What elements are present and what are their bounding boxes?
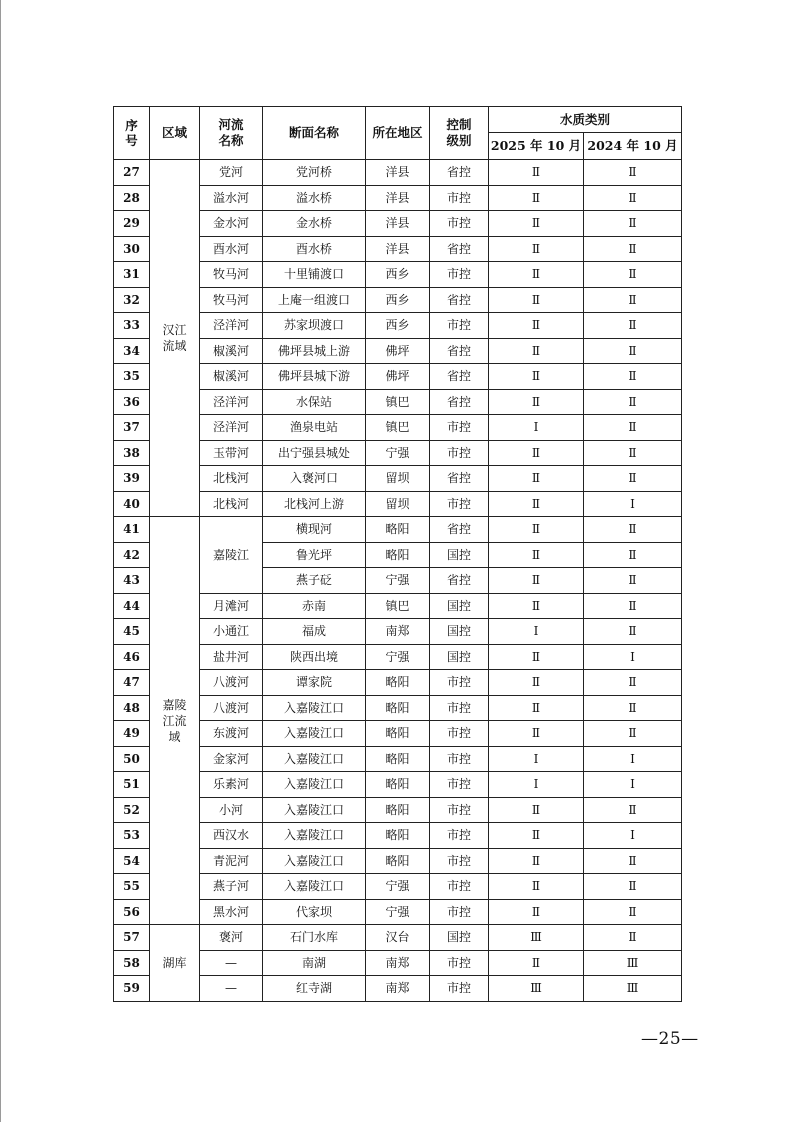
cell-section: 苏家坝渡口 xyxy=(263,313,366,339)
cell-seq: 34 xyxy=(114,338,150,364)
cell-location: 留坝 xyxy=(366,466,430,492)
table-row xyxy=(114,695,682,721)
cell-river: 玉带河 xyxy=(200,440,263,466)
cell-river: 月滩河 xyxy=(200,593,263,619)
cell-seq: 49 xyxy=(114,721,150,747)
cell-control: 国控 xyxy=(430,619,489,645)
table-row xyxy=(114,593,682,619)
cell-river: 北栈河 xyxy=(200,491,263,517)
cell-location: 留坝 xyxy=(366,491,430,517)
cell-control: 市控 xyxy=(430,797,489,823)
cell-quality-2024: Ⅱ xyxy=(584,415,682,441)
header-quality: 水质类别 xyxy=(489,107,682,133)
cell-river: 溢水河 xyxy=(200,185,263,211)
cell-section: 代家坝 xyxy=(263,899,366,925)
cell-river: 嘉陵江 xyxy=(200,517,263,594)
cell-section: 上庵一组渡口 xyxy=(263,287,366,313)
region-label: 湖库 xyxy=(162,955,187,970)
cell-control: 省控 xyxy=(430,568,489,594)
cell-seq: 29 xyxy=(114,211,150,237)
cell-quality-2024: Ⅱ xyxy=(584,899,682,925)
cell-quality-2024: Ⅰ xyxy=(584,491,682,517)
cell-river: 椒溪河 xyxy=(200,364,263,390)
cell-seq: 41 xyxy=(114,517,150,543)
cell-quality-2024: Ⅱ xyxy=(584,185,682,211)
cell-location: 西乡 xyxy=(366,262,430,288)
cell-location: 镇巴 xyxy=(366,593,430,619)
cell-section: 出宁强县城处 xyxy=(263,440,366,466)
cell-river: 青泥河 xyxy=(200,848,263,874)
cell-seq: 45 xyxy=(114,619,150,645)
cell-seq: 47 xyxy=(114,670,150,696)
cell-river: 小河 xyxy=(200,797,263,823)
cell-location: 略阳 xyxy=(366,517,430,543)
cell-quality-2025: Ⅲ xyxy=(489,925,584,951)
cell-control: 市控 xyxy=(430,670,489,696)
cell-location: 略阳 xyxy=(366,695,430,721)
cell-control: 省控 xyxy=(430,287,489,313)
cell-seq: 33 xyxy=(114,313,150,339)
cell-location: 略阳 xyxy=(366,797,430,823)
cell-quality-2025: Ⅱ xyxy=(489,440,584,466)
cell-section: 红寺湖 xyxy=(263,976,366,1002)
cell-quality-2025: Ⅱ xyxy=(489,670,584,696)
cell-quality-2025: Ⅱ xyxy=(489,389,584,415)
cell-river: 褒河 xyxy=(200,925,263,951)
cell-section: 石门水库 xyxy=(263,925,366,951)
cell-river: — xyxy=(200,976,263,1002)
table-row xyxy=(114,746,682,772)
cell-section: 入嘉陵江口 xyxy=(263,721,366,747)
table-row xyxy=(114,313,682,339)
cell-section: 入嘉陵江口 xyxy=(263,695,366,721)
cell-quality-2024: Ⅲ xyxy=(584,950,682,976)
cell-control: 市控 xyxy=(430,262,489,288)
cell-quality-2025: Ⅱ xyxy=(489,695,584,721)
cell-quality-2025: Ⅱ xyxy=(489,364,584,390)
cell-location: 佛坪 xyxy=(366,364,430,390)
cell-location: 宁强 xyxy=(366,440,430,466)
cell-location: 略阳 xyxy=(366,542,430,568)
table-row xyxy=(114,338,682,364)
cell-river: 八渡河 xyxy=(200,670,263,696)
cell-section: 赤南 xyxy=(263,593,366,619)
cell-seq: 36 xyxy=(114,389,150,415)
cell-quality-2025: Ⅰ xyxy=(489,619,584,645)
cell-quality-2024: Ⅱ xyxy=(584,262,682,288)
cell-seq: 56 xyxy=(114,899,150,925)
cell-location: 洋县 xyxy=(366,185,430,211)
cell-quality-2025: Ⅱ xyxy=(489,236,584,262)
table-row xyxy=(114,415,682,441)
cell-quality-2024: Ⅲ xyxy=(584,976,682,1002)
header-section: 断面名称 xyxy=(263,107,366,160)
cell-quality-2024: Ⅱ xyxy=(584,874,682,900)
cell-location: 略阳 xyxy=(366,721,430,747)
cell-region xyxy=(150,517,200,925)
cell-seq: 50 xyxy=(114,746,150,772)
cell-control: 市控 xyxy=(430,211,489,237)
cell-location: 洋县 xyxy=(366,160,430,186)
cell-section: 入嘉陵江口 xyxy=(263,797,366,823)
cell-section: 佛坪县城上游 xyxy=(263,338,366,364)
cell-river: 燕子河 xyxy=(200,874,263,900)
cell-quality-2025: Ⅱ xyxy=(489,262,584,288)
cell-section: 燕子砭 xyxy=(263,568,366,594)
cell-section: 入嘉陵江口 xyxy=(263,746,366,772)
cell-control: 市控 xyxy=(430,848,489,874)
cell-quality-2024: Ⅱ xyxy=(584,848,682,874)
table-row xyxy=(114,466,682,492)
cell-river: 党河 xyxy=(200,160,263,186)
cell-seq: 53 xyxy=(114,823,150,849)
table-row xyxy=(114,976,682,1002)
cell-control: 市控 xyxy=(430,491,489,517)
cell-control: 市控 xyxy=(430,823,489,849)
cell-quality-2024: Ⅱ xyxy=(584,389,682,415)
table-row xyxy=(114,262,682,288)
cell-river: 盐井河 xyxy=(200,644,263,670)
cell-seq: 59 xyxy=(114,976,150,1002)
table-row xyxy=(114,364,682,390)
cell-quality-2025: Ⅱ xyxy=(489,874,584,900)
cell-river: 金水河 xyxy=(200,211,263,237)
table-row xyxy=(114,491,682,517)
cell-seq: 55 xyxy=(114,874,150,900)
table-header xyxy=(114,107,682,160)
cell-quality-2024: Ⅰ xyxy=(584,772,682,798)
cell-location: 南郑 xyxy=(366,950,430,976)
cell-quality-2024: Ⅱ xyxy=(584,236,682,262)
cell-control: 省控 xyxy=(430,517,489,543)
cell-location: 略阳 xyxy=(366,772,430,798)
cell-quality-2025: Ⅱ xyxy=(489,338,584,364)
cell-control: 省控 xyxy=(430,364,489,390)
table-row xyxy=(114,721,682,747)
cell-seq: 54 xyxy=(114,848,150,874)
cell-quality-2025: Ⅱ xyxy=(489,593,584,619)
header-control: 控制级别 xyxy=(430,107,489,160)
cell-river: 黑水河 xyxy=(200,899,263,925)
cell-river: 泾洋河 xyxy=(200,415,263,441)
cell-quality-2024: Ⅱ xyxy=(584,925,682,951)
cell-quality-2025: Ⅱ xyxy=(489,517,584,543)
cell-control: 市控 xyxy=(430,899,489,925)
header-quality-2024: 2024 年 10 月 xyxy=(584,133,682,160)
table-row xyxy=(114,950,682,976)
cell-river: 小通江 xyxy=(200,619,263,645)
cell-control: 国控 xyxy=(430,593,489,619)
table-row xyxy=(114,899,682,925)
cell-section: 党河桥 xyxy=(263,160,366,186)
cell-quality-2024: Ⅰ xyxy=(584,746,682,772)
region-label: 嘉陵江流域 xyxy=(162,697,187,744)
cell-quality-2025: Ⅱ xyxy=(489,160,584,186)
cell-control: 市控 xyxy=(430,695,489,721)
header-quality-2025: 2025 年 10 月 xyxy=(489,133,584,160)
table-row xyxy=(114,670,682,696)
cell-location: 宁强 xyxy=(366,644,430,670)
cell-seq: 57 xyxy=(114,925,150,951)
region-label: 汉江流域 xyxy=(162,323,187,353)
cell-control: 市控 xyxy=(430,185,489,211)
table-row xyxy=(114,848,682,874)
cell-seq: 44 xyxy=(114,593,150,619)
page-edge-line xyxy=(0,0,1,1122)
cell-control: 市控 xyxy=(430,874,489,900)
cell-seq: 30 xyxy=(114,236,150,262)
cell-quality-2024: Ⅱ xyxy=(584,440,682,466)
cell-quality-2024: Ⅱ xyxy=(584,619,682,645)
cell-control: 国控 xyxy=(430,644,489,670)
cell-quality-2025: Ⅱ xyxy=(489,313,584,339)
cell-quality-2025: Ⅱ xyxy=(489,644,584,670)
cell-seq: 51 xyxy=(114,772,150,798)
cell-quality-2024: Ⅱ xyxy=(584,568,682,594)
cell-seq: 52 xyxy=(114,797,150,823)
cell-control: 市控 xyxy=(430,440,489,466)
cell-control: 市控 xyxy=(430,746,489,772)
cell-river: 牧马河 xyxy=(200,287,263,313)
table-row xyxy=(114,440,682,466)
cell-quality-2025: Ⅱ xyxy=(489,721,584,747)
cell-section: 十里铺渡口 xyxy=(263,262,366,288)
cell-control: 国控 xyxy=(430,542,489,568)
cell-seq: 28 xyxy=(114,185,150,211)
cell-location: 宁强 xyxy=(366,874,430,900)
cell-section: 入嘉陵江口 xyxy=(263,848,366,874)
cell-seq: 35 xyxy=(114,364,150,390)
cell-quality-2025: Ⅱ xyxy=(489,211,584,237)
cell-river: 乐素河 xyxy=(200,772,263,798)
cell-location: 洋县 xyxy=(366,236,430,262)
cell-section: 鲁光坪 xyxy=(263,542,366,568)
cell-section: 酉水桥 xyxy=(263,236,366,262)
header-region: 区域 xyxy=(150,107,200,160)
cell-quality-2025: Ⅰ xyxy=(489,772,584,798)
cell-section: 入嘉陵江口 xyxy=(263,823,366,849)
cell-section: 溢水桥 xyxy=(263,185,366,211)
cell-control: 市控 xyxy=(430,772,489,798)
cell-quality-2024: Ⅱ xyxy=(584,721,682,747)
cell-river: 泾洋河 xyxy=(200,389,263,415)
cell-river: 酉水河 xyxy=(200,236,263,262)
cell-location: 略阳 xyxy=(366,746,430,772)
cell-quality-2025: Ⅱ xyxy=(489,287,584,313)
cell-seq: 27 xyxy=(114,160,150,186)
cell-quality-2025: Ⅱ xyxy=(489,185,584,211)
cell-seq: 46 xyxy=(114,644,150,670)
cell-quality-2024: Ⅰ xyxy=(584,823,682,849)
cell-location: 南郑 xyxy=(366,976,430,1002)
cell-control: 市控 xyxy=(430,976,489,1002)
water-quality-table xyxy=(113,106,682,1002)
cell-quality-2024: Ⅱ xyxy=(584,338,682,364)
cell-quality-2025: Ⅰ xyxy=(489,415,584,441)
cell-quality-2024: Ⅱ xyxy=(584,670,682,696)
cell-seq: 40 xyxy=(114,491,150,517)
table-row xyxy=(114,644,682,670)
cell-river: 椒溪河 xyxy=(200,338,263,364)
cell-location: 宁强 xyxy=(366,899,430,925)
cell-quality-2025: Ⅱ xyxy=(489,542,584,568)
cell-quality-2024: Ⅱ xyxy=(584,797,682,823)
cell-control: 省控 xyxy=(430,236,489,262)
cell-quality-2024: Ⅱ xyxy=(584,466,682,492)
cell-location: 镇巴 xyxy=(366,389,430,415)
cell-control: 省控 xyxy=(430,389,489,415)
cell-section: 渔泉电站 xyxy=(263,415,366,441)
cell-river: — xyxy=(200,950,263,976)
table-row xyxy=(114,925,682,951)
cell-quality-2024: Ⅱ xyxy=(584,695,682,721)
cell-location: 略阳 xyxy=(366,848,430,874)
cell-location: 略阳 xyxy=(366,670,430,696)
cell-quality-2025: Ⅱ xyxy=(489,491,584,517)
cell-location: 镇巴 xyxy=(366,415,430,441)
cell-control: 省控 xyxy=(430,466,489,492)
cell-quality-2024: Ⅱ xyxy=(584,287,682,313)
cell-quality-2024: Ⅱ xyxy=(584,517,682,543)
cell-section: 入嘉陵江口 xyxy=(263,874,366,900)
cell-river: 东渡河 xyxy=(200,721,263,747)
table-row xyxy=(114,236,682,262)
cell-section: 谭家院 xyxy=(263,670,366,696)
table-row xyxy=(114,874,682,900)
table-row xyxy=(114,185,682,211)
cell-region xyxy=(150,160,200,517)
cell-seq: 31 xyxy=(114,262,150,288)
cell-section: 佛坪县城下游 xyxy=(263,364,366,390)
cell-location: 略阳 xyxy=(366,823,430,849)
cell-quality-2024: Ⅰ xyxy=(584,644,682,670)
cell-section: 福成 xyxy=(263,619,366,645)
cell-control: 市控 xyxy=(430,950,489,976)
cell-river: 泾洋河 xyxy=(200,313,263,339)
cell-quality-2025: Ⅱ xyxy=(489,823,584,849)
cell-location: 宁强 xyxy=(366,568,430,594)
cell-quality-2025: Ⅱ xyxy=(489,797,584,823)
cell-location: 西乡 xyxy=(366,287,430,313)
cell-seq: 32 xyxy=(114,287,150,313)
cell-location: 西乡 xyxy=(366,313,430,339)
cell-seq: 43 xyxy=(114,568,150,594)
cell-river: 牧马河 xyxy=(200,262,263,288)
header-seq: 序号 xyxy=(114,107,150,160)
cell-section: 入褒河口 xyxy=(263,466,366,492)
cell-quality-2025: Ⅱ xyxy=(489,568,584,594)
cell-river: 北栈河 xyxy=(200,466,263,492)
cell-quality-2025: Ⅱ xyxy=(489,848,584,874)
cell-quality-2024: Ⅱ xyxy=(584,542,682,568)
cell-quality-2024: Ⅱ xyxy=(584,593,682,619)
cell-river: 八渡河 xyxy=(200,695,263,721)
table-row xyxy=(114,517,682,543)
cell-seq: 37 xyxy=(114,415,150,441)
cell-quality-2024: Ⅱ xyxy=(584,313,682,339)
cell-control: 国控 xyxy=(430,925,489,951)
cell-section: 横现河 xyxy=(263,517,366,543)
table-row xyxy=(114,619,682,645)
table-row xyxy=(114,160,682,186)
table-row xyxy=(114,797,682,823)
cell-section: 北栈河上游 xyxy=(263,491,366,517)
cell-control: 省控 xyxy=(430,338,489,364)
cell-quality-2024: Ⅱ xyxy=(584,211,682,237)
cell-quality-2025: Ⅱ xyxy=(489,466,584,492)
cell-section: 金水桥 xyxy=(263,211,366,237)
cell-control: 市控 xyxy=(430,415,489,441)
cell-quality-2025: Ⅱ xyxy=(489,950,584,976)
table-row xyxy=(114,772,682,798)
cell-seq: 38 xyxy=(114,440,150,466)
cell-section: 入嘉陵江口 xyxy=(263,772,366,798)
cell-quality-2025: Ⅱ xyxy=(489,899,584,925)
header-river: 河流名称 xyxy=(200,107,263,160)
cell-location: 洋县 xyxy=(366,211,430,237)
cell-control: 省控 xyxy=(430,160,489,186)
table-row xyxy=(114,211,682,237)
header-location: 所在地区 xyxy=(366,107,430,160)
cell-river: 西汉水 xyxy=(200,823,263,849)
cell-location: 佛坪 xyxy=(366,338,430,364)
table-row xyxy=(114,823,682,849)
cell-section: 陕西出境 xyxy=(263,644,366,670)
cell-quality-2025: Ⅰ xyxy=(489,746,584,772)
cell-location: 汉台 xyxy=(366,925,430,951)
cell-seq: 42 xyxy=(114,542,150,568)
cell-river: 金家河 xyxy=(200,746,263,772)
cell-quality-2025: Ⅲ xyxy=(489,976,584,1002)
cell-seq: 48 xyxy=(114,695,150,721)
cell-section: 南湖 xyxy=(263,950,366,976)
cell-quality-2024: Ⅱ xyxy=(584,160,682,186)
cell-seq: 58 xyxy=(114,950,150,976)
cell-region xyxy=(150,925,200,1002)
table-row xyxy=(114,287,682,313)
table-body xyxy=(114,160,682,1002)
page-number: —25— xyxy=(641,1029,699,1049)
cell-location: 南郑 xyxy=(366,619,430,645)
cell-section: 水保站 xyxy=(263,389,366,415)
cell-control: 市控 xyxy=(430,721,489,747)
cell-seq: 39 xyxy=(114,466,150,492)
cell-control: 市控 xyxy=(430,313,489,339)
table-row xyxy=(114,389,682,415)
cell-quality-2024: Ⅱ xyxy=(584,364,682,390)
